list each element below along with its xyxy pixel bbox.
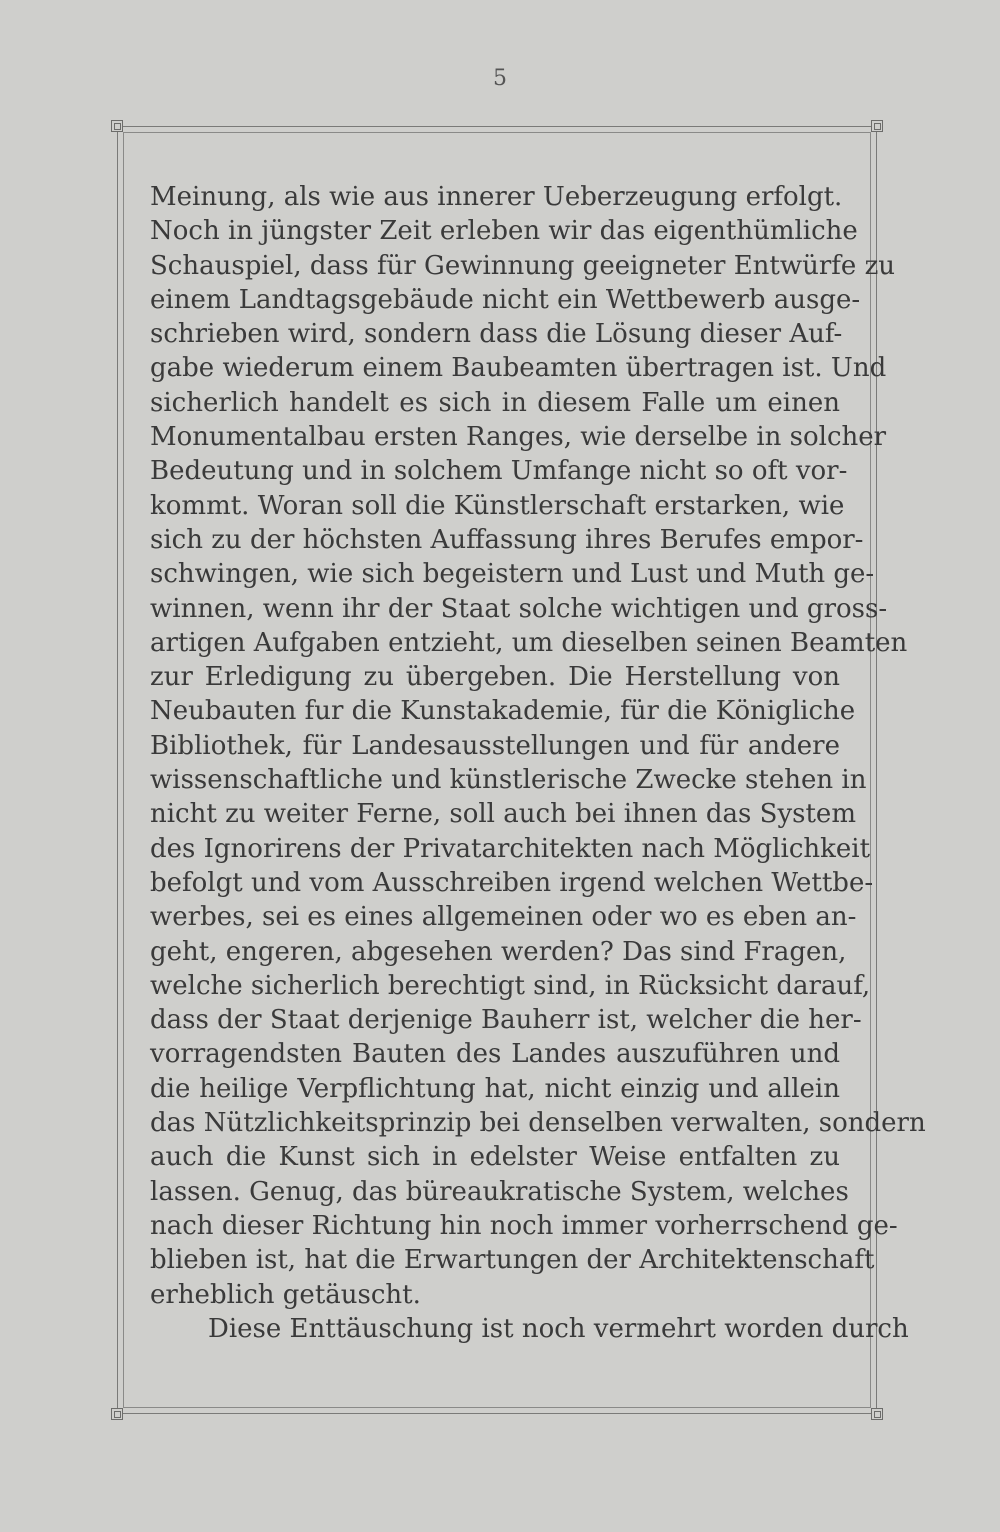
corner-ornament-icon	[111, 120, 123, 132]
text-line: das Nützlichkeitsprinzip bei denselben verwalten, sondern	[150, 1108, 926, 1139]
corner-ornament-icon	[871, 120, 883, 132]
text-line: blieben ist, hat die Erwartungen der Architektenschaft	[150, 1245, 875, 1276]
text-line: lassen. Genug, das büreaukratische System, welches	[150, 1176, 849, 1207]
text-line: artigen Aufgaben entzieht, um dieselben seinen Beamten	[150, 627, 908, 658]
text-line: geht, engeren, abgesehen werden? Das sind Fragen,	[150, 936, 847, 967]
text-line: schwingen, wie sich begeistern und Lust und Muth ge-	[150, 559, 875, 590]
text-line: Monumentalbau ersten Ranges, wie derselbe in solcher	[150, 422, 887, 453]
page-number: 5	[493, 66, 507, 91]
text-line: Noch in jüngster Zeit erleben wir das eigenthümliche	[150, 216, 858, 247]
text-line: Neubauten fur die Kunstakademie, für die Königliche	[150, 696, 856, 727]
text-line: wissenschaftliche und künstlerische Zwecke stehen in	[150, 765, 867, 796]
corner-ornament-icon	[871, 1408, 883, 1420]
text-line: befolgt und vom Ausschreiben irgend welchen Wettbe-	[150, 867, 874, 898]
text-line: sicherlich handelt es sich in diesem Falle um einen	[150, 387, 840, 418]
text-line: die heilige Verpflichtung hat, nicht einzig und allein	[150, 1073, 840, 1104]
text-line: gabe wiederum einem Baubeamten übertragen ist. Und	[150, 353, 887, 384]
text-line: vorragendsten Bauten des Landes auszuführen und	[150, 1039, 840, 1070]
text-line: Schauspiel, dass für Gewinnung geeigneter Entwürfe zu	[150, 250, 896, 281]
text-line: des Ignorirens der Privatarchitekten nach Möglichkeit	[150, 833, 871, 864]
text-line: nicht zu weiter Ferne, soll auch bei ihnen das System	[150, 799, 856, 830]
text-line: zur Erledigung zu übergeben. Die Herstellung von	[150, 662, 840, 693]
text-line: Diese Enttäuschung ist noch vermehrt worden durch	[208, 1313, 909, 1344]
text-line: Bedeutung und in solchem Umfange nicht so oft vor-	[150, 456, 848, 487]
text-line: Bibliothek, für Landesausstellungen und für andere	[150, 730, 840, 761]
text-line: auch die Kunst sich in edelster Weise entfalten zu	[150, 1142, 840, 1173]
body-text	[150, 180, 926, 1346]
text-line: kommt. Woran soll die Künstlerschaft erstarken, wie	[150, 490, 845, 521]
text-line: erheblich getäuscht.	[150, 1279, 421, 1310]
text-line: werbes, sei es eines allgemeinen oder wo es eben an-	[150, 902, 857, 933]
corner-ornament-icon	[111, 1408, 123, 1420]
text-line: nach dieser Richtung hin noch immer vorherrschend ge-	[150, 1210, 898, 1241]
text-line: sich zu der höchsten Auffassung ihres Berufes empor-	[150, 524, 864, 555]
text-line: welche sicherlich berechtigt sind, in Rücksicht darauf,	[150, 970, 871, 1001]
text-line: einem Landtagsgebäude nicht ein Wettbewerb ausge-	[150, 284, 861, 315]
text-line: dass der Staat derjenige Bauherr ist, welcher die her-	[150, 1005, 862, 1036]
text-line: winnen, wenn ihr der Staat solche wichtigen und gross-	[150, 593, 888, 624]
text-line: Meinung, als wie aus innerer Ueberzeugung erfolgt.	[150, 182, 843, 212]
text-line: schrieben wird, sondern dass die Lösung dieser Auf-	[150, 319, 843, 350]
